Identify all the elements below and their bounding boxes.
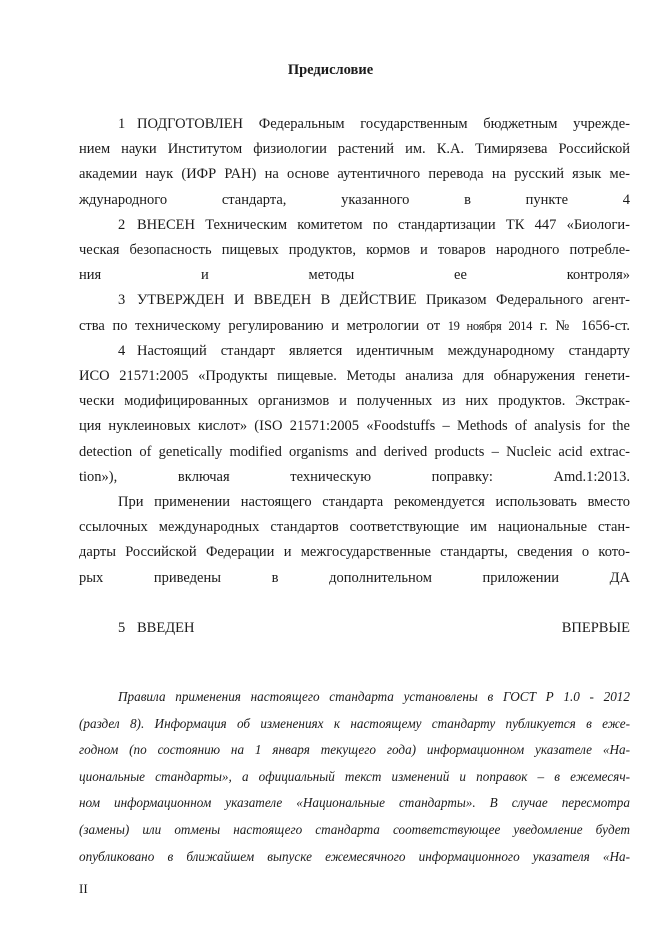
notes-line: Правила применения настоящего стандарта установлены в ГОСТ Р 1.0 - 2012 xyxy=(118,689,630,704)
item-number: 1 xyxy=(118,116,126,132)
notes-line: циональные стандарты», а официальный текст изменений и поправок – в ежемесяч- xyxy=(79,768,630,784)
page-number: II xyxy=(79,881,88,896)
notes-line: опубликовано в ближайшем выпуске ежемесячного информационного указателя «На- xyxy=(79,848,630,864)
application-line: дарты Российской Федерации и межгосударственные стандарты, сведения о кото- xyxy=(79,544,630,561)
application-line: рых приведены в дополнительном приложении ДА xyxy=(79,569,630,586)
notes-line: (раздел 8). Информация об изменениях к настоящему стандарту публикуется в еже- xyxy=(79,715,630,731)
item-4-line: detection of genetically modified organisms and derived products – Nucleic acid extrac- xyxy=(79,443,630,460)
item-4-line: 4 Настоящий стандарт является идентичным международному стандарту xyxy=(79,339,630,364)
item-3-line: 3 УТВЕРЖДЕН И ВВЕДЕН В ДЕЙСТВИЕ Приказом Федерального агент- xyxy=(79,288,630,313)
item-4-line: ция нуклеиновых кислот» (ISO 21571:2005 «Foodstuffs – Methods of analysis for the xyxy=(79,418,630,435)
application-line: При применении настоящего стандарта рекомендуется использовать вместо xyxy=(118,494,630,511)
item-number: 2 xyxy=(118,216,126,233)
item-number: 5 xyxy=(118,619,126,636)
item-5 xyxy=(79,616,630,641)
item-1 xyxy=(79,112,630,213)
item-3 xyxy=(79,288,630,338)
notes-line: ном информационном указателе «Национальные стандарты». В случае пересмотра xyxy=(79,795,630,811)
item-number: 4 xyxy=(118,342,126,359)
page-title: Предисловие xyxy=(287,62,374,78)
application-paragraph xyxy=(79,490,630,591)
item-1-line: академии наук (ИФР РАН) на основе аутентичного перевода на русский язык ме- xyxy=(79,166,630,183)
approval-date: 19 ноября 2014 xyxy=(447,318,533,333)
standard-notes xyxy=(79,684,630,870)
item-2 xyxy=(79,213,630,289)
application-line: ссылочных международных стандартов соответствующие им национальные стан- xyxy=(79,519,630,536)
item-2-line: ния и методы ее контроля» xyxy=(79,267,630,284)
foreword-body xyxy=(79,112,630,641)
item-4-line: ИСО 21571:2005 «Продукты пищевые. Методы анализа для обнаружения генети- xyxy=(79,368,630,385)
item-4-line: tion»), включая техническую поправку: Amd.1:2013. xyxy=(79,468,630,485)
item-1-line: ждународного стандарта, указанного в пункте 4 xyxy=(79,191,630,208)
paragraph-spacer xyxy=(79,591,630,616)
item-4-line: чески модифицированных организмов и полученных из них продуктов. Экстрак- xyxy=(79,393,630,410)
item-1-line: нием науки Институтом физиологии растений им. К.А. Тимирязева Российской xyxy=(79,141,630,158)
item-3-line: ства по техническому регулированию и метрологии от 19 ноября 2014 г. № 1656-ст. xyxy=(79,317,630,334)
item-5-line: 5 ВВЕДЕН ВПЕРВЫЕ xyxy=(79,616,630,641)
item-2-line: 2 ВНЕСЕН Техническим комитетом по стандартизации ТК 447 «Биологи- xyxy=(79,213,630,238)
notes-line: годном (по состоянию на 1 января текущего года) информационном указателе «На- xyxy=(79,742,630,758)
item-4 xyxy=(79,339,630,490)
item-1-line: 1 ПОДГОТОВЛЕН Федеральным государственным бюджетным учрежде- xyxy=(79,112,630,137)
item-2-line: ческая безопасность пищевых продуктов, кормов и товаров народного потребле- xyxy=(79,242,630,259)
item-number: 3 xyxy=(118,292,126,309)
notes-line: (замены) или отмены настоящего стандарта соответствующее уведомление будет xyxy=(79,821,630,837)
